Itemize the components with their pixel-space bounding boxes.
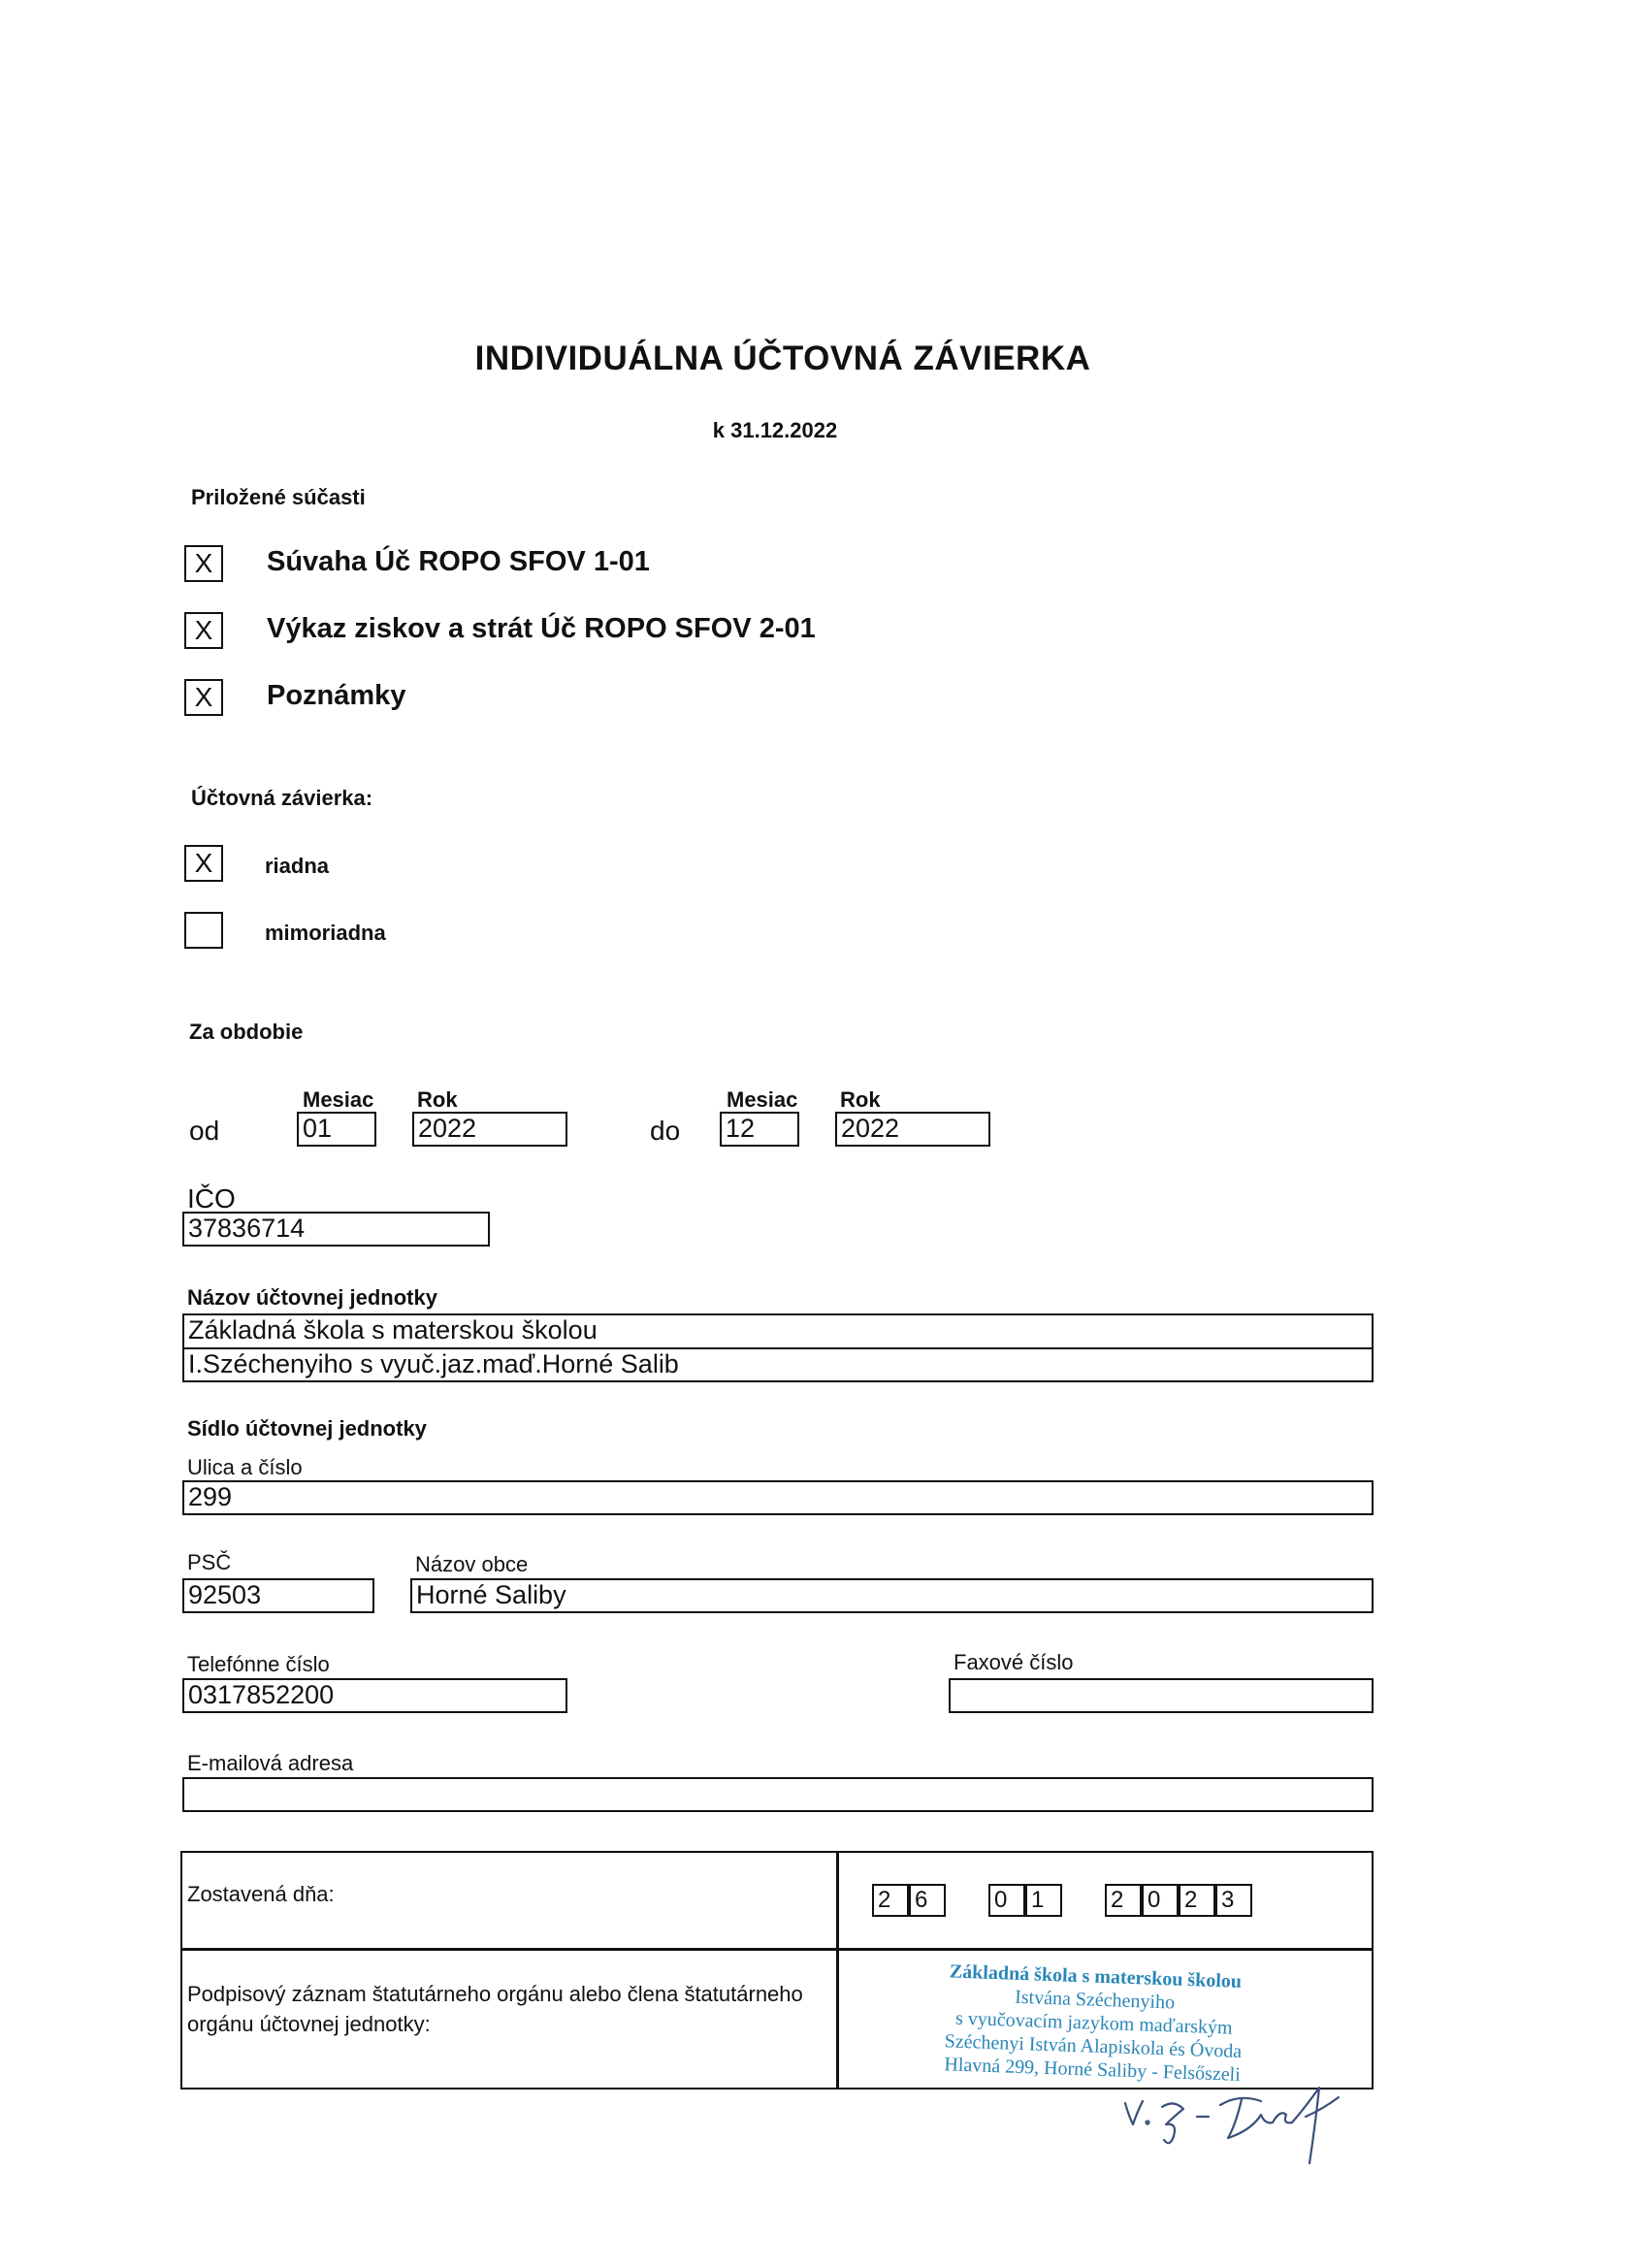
closure-checkbox-extraordinary[interactable] (184, 912, 223, 949)
entity-name-line2-field[interactable]: I.Széchenyiho s vyuč.jaz.maď.Horné Salib (182, 1347, 1374, 1382)
compiled-year-digit-1[interactable]: 2 (1105, 1884, 1142, 1917)
period-from-year-field[interactable]: 2022 (412, 1112, 567, 1147)
compiled-month-digit-1[interactable]: 0 (988, 1884, 1025, 1917)
psc-label: PSČ (187, 1550, 232, 1574)
attachment-checkbox-income-statement[interactable]: X (184, 612, 223, 649)
period-to-month-label: Mesiac (727, 1087, 798, 1112)
period-to-month-field[interactable]: 12 (720, 1112, 799, 1147)
city-field[interactable]: Horné Saliby (410, 1578, 1374, 1613)
closure-type-heading: Účtovná závierka: (191, 786, 373, 810)
period-from-year-label: Rok (417, 1087, 458, 1112)
compiled-year-digit-4[interactable]: 3 (1215, 1884, 1252, 1917)
document-title: INDIVIDUÁLNA ÚČTOVNÁ ZÁVIERKA (474, 340, 1091, 377)
fax-field[interactable] (949, 1678, 1374, 1713)
compiled-year-digit-2[interactable]: 0 (1142, 1884, 1179, 1917)
signature-label: Podpisový záznam štatutárneho orgánu alebo člena štatutárneho orgánu účtovnej jednotky: (187, 1982, 803, 2036)
stamp-line-5: Hlavná 299, Horné Saliby - Felsőszeli (944, 2054, 1242, 2086)
closure-label-regular: riadna (265, 854, 330, 878)
entity-name-line1-field[interactable]: Základná škola s materskou školou (182, 1313, 1374, 1348)
compiled-year-digit-3[interactable]: 2 (1179, 1884, 1215, 1917)
period-to-year-label: Rok (840, 1087, 881, 1112)
period-from-month-field[interactable]: 01 (297, 1112, 376, 1147)
ico-field[interactable]: 37836714 (182, 1212, 490, 1247)
period-to-year-field[interactable]: 2022 (835, 1112, 990, 1147)
period-from-label: od (189, 1116, 220, 1146)
attachment-checkbox-balance-sheet[interactable]: X (184, 545, 223, 582)
table-divider-vertical (836, 1851, 839, 2090)
street-label: Ulica a číslo (187, 1455, 303, 1479)
stamp-line-1: Základná škola s materskou školou (949, 1960, 1243, 1993)
stamp-line-2: Istvána Széchenyiho (1014, 1986, 1176, 2014)
handwritten-signature (1116, 2066, 1368, 2192)
address-heading: Sídlo účtovnej jednotky (187, 1416, 427, 1441)
compiled-day-digit-2[interactable]: 6 (909, 1884, 946, 1917)
email-field[interactable] (182, 1777, 1374, 1812)
closure-label-extraordinary: mimoriadna (265, 921, 386, 945)
period-heading: Za obdobie (189, 1020, 304, 1044)
city-label: Názov obce (415, 1552, 529, 1576)
period-to-label: do (650, 1116, 681, 1146)
closure-checkbox-regular[interactable]: X (184, 845, 223, 882)
attachment-label-notes: Poznámky (267, 680, 406, 711)
table-divider-horizontal (180, 1948, 1374, 1951)
phone-label: Telefónne číslo (187, 1652, 330, 1676)
compiled-day-digit-1[interactable]: 2 (872, 1884, 909, 1917)
ico-label: IČO (187, 1183, 236, 1214)
attachment-label-income-statement: Výkaz ziskov a strát Úč ROPO SFOV 2-01 (267, 613, 816, 644)
attachments-heading: Priložené súčasti (191, 485, 366, 509)
document-date: k 31.12.2022 (712, 418, 838, 442)
phone-field[interactable]: 0317852200 (182, 1678, 567, 1713)
stamp-line-3: s vyučovacím jazykom maďarským (954, 2007, 1233, 2039)
compiled-date-label: Zostavená dňa: (187, 1882, 335, 1906)
entity-name-label: Názov účtovnej jednotky (187, 1285, 437, 1310)
email-label: E-mailová adresa (187, 1751, 354, 1775)
period-from-month-label: Mesiac (303, 1087, 374, 1112)
fax-label: Faxové číslo (954, 1650, 1074, 1674)
street-field[interactable]: 299 (182, 1480, 1374, 1515)
stamp-line-4: Széchenyi István Alapiskola és Óvoda (944, 2030, 1243, 2062)
compiled-month-digit-2[interactable]: 1 (1025, 1884, 1062, 1917)
attachment-label-balance-sheet: Súvaha Úč ROPO SFOV 1-01 (267, 546, 650, 577)
attachment-checkbox-notes[interactable]: X (184, 679, 223, 716)
psc-field[interactable]: 92503 (182, 1578, 374, 1613)
